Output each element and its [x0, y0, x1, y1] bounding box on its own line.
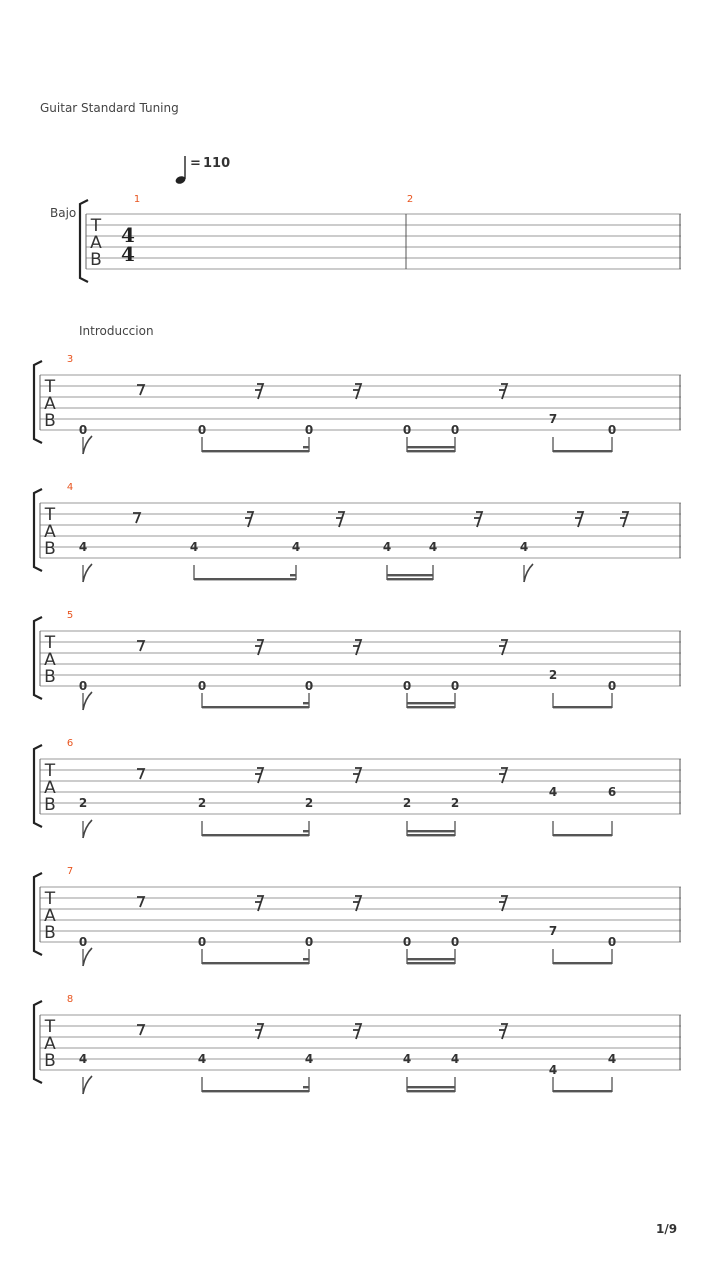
fret-number: 4: [197, 1052, 207, 1066]
measure-number: 7: [66, 866, 74, 877]
fret-number: 4: [548, 1063, 558, 1077]
tab-letter-a: A: [44, 522, 56, 542]
tab-letter-t: T: [44, 505, 56, 525]
fret-number: 6: [607, 785, 617, 799]
note-flag: [524, 564, 533, 582]
system-bracket: [34, 617, 42, 699]
note-flag: [83, 948, 92, 966]
fret-number: 0: [402, 935, 412, 949]
fret-number: 0: [197, 935, 207, 949]
note-flag: [83, 820, 92, 838]
beam: [407, 446, 455, 448]
beam: [407, 1086, 455, 1088]
tab-letter-t: T: [44, 761, 56, 781]
beam-stub: [303, 1086, 309, 1088]
fret-number: 0: [197, 423, 207, 437]
beam: [407, 958, 455, 960]
tab-letter-a: A: [44, 650, 56, 670]
system-1: [80, 194, 681, 282]
system-7: [34, 994, 681, 1094]
beam: [202, 706, 309, 708]
measure-number: 6: [66, 738, 74, 749]
beam: [202, 1090, 309, 1092]
fret-number: 4: [78, 540, 88, 554]
fret-number: 2: [304, 796, 314, 810]
fret-number: 4: [291, 540, 301, 554]
tab-letter-b: B: [44, 411, 56, 431]
tab-letter-b: B: [90, 250, 102, 270]
system-2: [34, 354, 681, 454]
note-flag: [83, 436, 92, 454]
fret-number: 0: [450, 423, 460, 437]
fret-number: 0: [304, 679, 314, 693]
fret-number: 0: [607, 935, 617, 949]
system-bracket: [34, 361, 42, 443]
fret-number: 2: [450, 796, 460, 810]
beam: [553, 834, 612, 836]
system-5: [34, 738, 681, 838]
beam: [194, 578, 296, 580]
fret-number: 2: [197, 796, 207, 810]
fret-number: 2: [78, 796, 88, 810]
system-bracket: [80, 200, 88, 282]
tab-letter-t: T: [90, 216, 102, 236]
system-6: [34, 866, 681, 966]
fret-number: 0: [304, 935, 314, 949]
beam-stub: [303, 830, 309, 832]
beam: [553, 450, 612, 452]
tab-letter-a: A: [90, 233, 102, 253]
fret-number: 4: [304, 1052, 314, 1066]
tab-letter-b: B: [44, 1051, 56, 1071]
measure-number: 8: [66, 994, 74, 1005]
track-name: Bajo: [50, 206, 77, 220]
fret-number: 0: [607, 423, 617, 437]
tab-letter-b: B: [44, 539, 56, 559]
beam: [407, 830, 455, 832]
fret-number: 4: [189, 540, 199, 554]
fret-number: 0: [78, 423, 88, 437]
fret-number: 0: [450, 679, 460, 693]
tab-letter-a: A: [44, 1034, 56, 1054]
beam: [387, 574, 433, 576]
fret-number: 4: [78, 1052, 88, 1066]
beam: [407, 706, 455, 708]
fret-number: 4: [382, 540, 392, 554]
tab-letter-a: A: [44, 906, 56, 926]
tempo-equals: =: [190, 156, 201, 171]
beam: [407, 450, 455, 452]
page-number: 1/9: [656, 1222, 678, 1236]
fret-number: 0: [450, 935, 460, 949]
beam: [387, 578, 433, 580]
time-signature-bottom: 4: [121, 242, 135, 266]
tab-letter-b: B: [44, 795, 56, 815]
tab-letter-t: T: [44, 633, 56, 653]
measure-number: 2: [406, 194, 414, 205]
beam: [407, 834, 455, 836]
tab-letter-t: T: [44, 889, 56, 909]
tab-letter-a: A: [44, 778, 56, 798]
fret-number: 7: [548, 924, 558, 938]
beam: [407, 1090, 455, 1092]
beam: [553, 1090, 612, 1092]
tab-letter-t: T: [44, 1017, 56, 1037]
fret-number: 2: [402, 796, 412, 810]
note-flag: [83, 692, 92, 710]
fret-number: 4: [607, 1052, 617, 1066]
system-bracket: [34, 745, 42, 827]
system-bracket: [34, 873, 42, 955]
note-flag: [83, 564, 92, 582]
beam-stub: [303, 702, 309, 704]
system-3: [34, 482, 681, 582]
fret-number: 2: [548, 668, 558, 682]
fret-number: 4: [402, 1052, 412, 1066]
fret-number: 4: [450, 1052, 460, 1066]
fret-number: 0: [78, 679, 88, 693]
beam: [407, 702, 455, 704]
beam: [553, 962, 612, 964]
fret-number: 0: [304, 423, 314, 437]
fret-number: 7: [548, 412, 558, 426]
tuning-label: Guitar Standard Tuning: [40, 101, 179, 115]
beam: [202, 962, 309, 964]
tempo-value: 110: [203, 156, 231, 171]
tab-letter-b: B: [44, 667, 56, 687]
beam-stub: [303, 958, 309, 960]
tab-letter-a: A: [44, 394, 56, 414]
beam: [407, 962, 455, 964]
system-bracket: [34, 489, 42, 571]
system-4: [34, 610, 681, 710]
beam-stub: [290, 574, 296, 576]
fret-number: 0: [402, 679, 412, 693]
fret-number: 0: [78, 935, 88, 949]
system-bracket: [34, 1001, 42, 1083]
note-flag: [83, 1076, 92, 1094]
beam: [553, 706, 612, 708]
beam: [202, 834, 309, 836]
fret-number: 0: [197, 679, 207, 693]
measure-number: 3: [66, 354, 74, 365]
fret-number: 0: [402, 423, 412, 437]
fret-number: 0: [607, 679, 617, 693]
beam-stub: [303, 446, 309, 448]
tab-letter-b: B: [44, 923, 56, 943]
measure-number: 1: [133, 194, 141, 205]
fret-number: 4: [548, 785, 558, 799]
tab-letter-t: T: [44, 377, 56, 397]
measure-number: 4: [66, 482, 74, 493]
time-signature-top: 4: [121, 223, 135, 247]
beam: [202, 450, 309, 452]
measure-number: 5: [66, 610, 74, 621]
section-label: Introduccion: [79, 324, 154, 338]
fret-number: 4: [519, 540, 529, 554]
fret-number: 4: [428, 540, 438, 554]
